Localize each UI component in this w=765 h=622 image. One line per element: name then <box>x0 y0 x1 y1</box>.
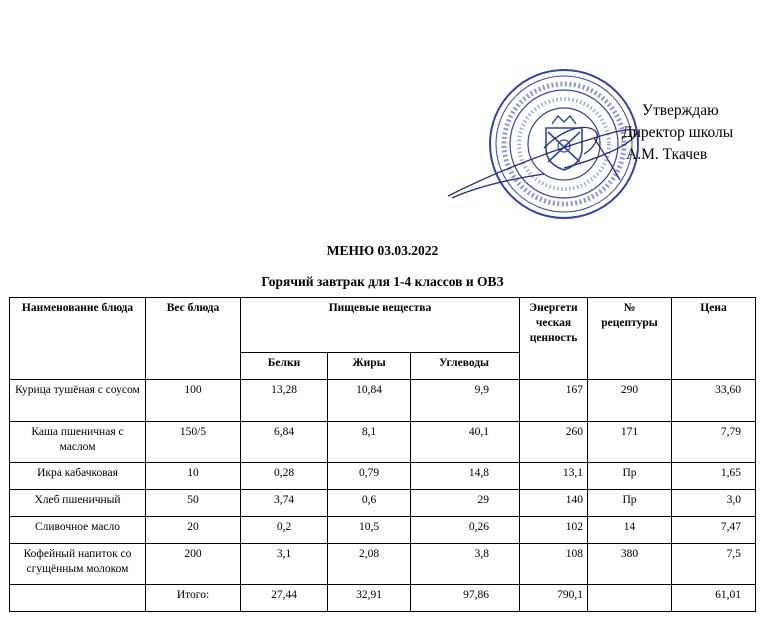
dish-carbs: 0,26 <box>411 517 520 544</box>
dish-carbs: 3,8 <box>411 544 520 585</box>
dish-energy: 102 <box>520 517 588 544</box>
dish-price: 3,0 <box>672 490 756 517</box>
document-title: МЕНЮ 03.03.2022 <box>326 243 439 258</box>
dish-carbs: 29 <box>411 490 520 517</box>
dish-protein: 13,28 <box>241 380 328 422</box>
dish-name: Каша пшеничная с маслом <box>10 422 146 463</box>
dish-carbs: 14,8 <box>411 463 520 490</box>
dish-name: Сливочное масло <box>10 517 146 544</box>
dish-energy: 260 <box>520 422 588 463</box>
menu-table <box>9 297 756 612</box>
table-row <box>10 544 756 585</box>
dish-price: 33,60 <box>672 380 756 422</box>
header-weight: Вес блюда <box>146 298 241 380</box>
approval-line-approve: Утверждаю <box>642 102 719 119</box>
dish-energy: 167 <box>520 380 588 422</box>
dish-weight: 100 <box>146 380 241 422</box>
header-recipe: № рецептуры <box>588 298 672 380</box>
total-protein: 27,44 <box>241 585 328 612</box>
dish-fat: 0,6 <box>328 490 411 517</box>
dish-price: 7,5 <box>672 544 756 585</box>
table-row <box>10 490 756 517</box>
table-row <box>10 517 756 544</box>
dish-protein: 0,2 <box>241 517 328 544</box>
table-row <box>10 380 756 422</box>
dish-price: 1,65 <box>672 463 756 490</box>
approval-line-position: Директор школы <box>622 124 734 141</box>
header-protein: Белки <box>241 353 328 380</box>
total-carbs: 97,86 <box>411 585 520 612</box>
dish-recipe: Пр <box>588 490 672 517</box>
dish-protein: 0,28 <box>241 463 328 490</box>
total-energy: 790,1 <box>520 585 588 612</box>
header-carbs: Углеводы <box>411 353 520 380</box>
dish-fat: 10,5 <box>328 517 411 544</box>
dish-energy: 13,1 <box>520 463 588 490</box>
dish-name: Курица тушёная с соусом <box>10 380 146 422</box>
dish-recipe: 290 <box>588 380 672 422</box>
total-price: 61,01 <box>672 585 756 612</box>
total-label: Итого: <box>146 585 241 612</box>
dish-weight: 50 <box>146 490 241 517</box>
dish-fat: 2,08 <box>328 544 411 585</box>
dish-carbs: 40,1 <box>411 422 520 463</box>
dish-energy: 108 <box>520 544 588 585</box>
dish-recipe: Пр <box>588 463 672 490</box>
document-subtitle: Горячий завтрак для 1-4 классов и ОВЗ <box>261 274 504 289</box>
header-energy: Энергети ческая ценность <box>520 298 588 380</box>
dish-recipe: 14 <box>588 517 672 544</box>
header-name: Наименование блюда <box>10 298 146 380</box>
total-empty <box>10 585 146 612</box>
dish-price: 7,79 <box>672 422 756 463</box>
dish-recipe: 171 <box>588 422 672 463</box>
dish-recipe: 380 <box>588 544 672 585</box>
header-price: Цена <box>672 298 756 380</box>
dish-protein: 3,74 <box>241 490 328 517</box>
dish-fat: 0,79 <box>328 463 411 490</box>
table-row <box>10 463 756 490</box>
header-fat: Жиры <box>328 353 411 380</box>
dish-energy: 140 <box>520 490 588 517</box>
dish-name: Хлеб пшеничный <box>10 490 146 517</box>
approval-line-name: А.М. Ткачев <box>626 146 708 163</box>
dish-price: 7,47 <box>672 517 756 544</box>
total-recipe-empty <box>588 585 672 612</box>
approval-block <box>612 100 733 166</box>
dish-carbs: 9,9 <box>411 380 520 422</box>
total-fat: 32,91 <box>328 585 411 612</box>
dish-weight: 10 <box>146 463 241 490</box>
header-nutrients: Пищевые вещества <box>241 298 520 353</box>
dish-weight: 20 <box>146 517 241 544</box>
dish-weight: 200 <box>146 544 241 585</box>
dish-weight: 150/5 <box>146 422 241 463</box>
dish-protein: 6,84 <box>241 422 328 463</box>
table-row <box>10 422 756 463</box>
total-row <box>10 585 756 612</box>
dish-fat: 10,84 <box>328 380 411 422</box>
dish-protein: 3,1 <box>241 544 328 585</box>
dish-name: Икра кабачковая <box>10 463 146 490</box>
dish-fat: 8,1 <box>328 422 411 463</box>
dish-name: Кофейный напиток со сгущённым молоком <box>10 544 146 585</box>
